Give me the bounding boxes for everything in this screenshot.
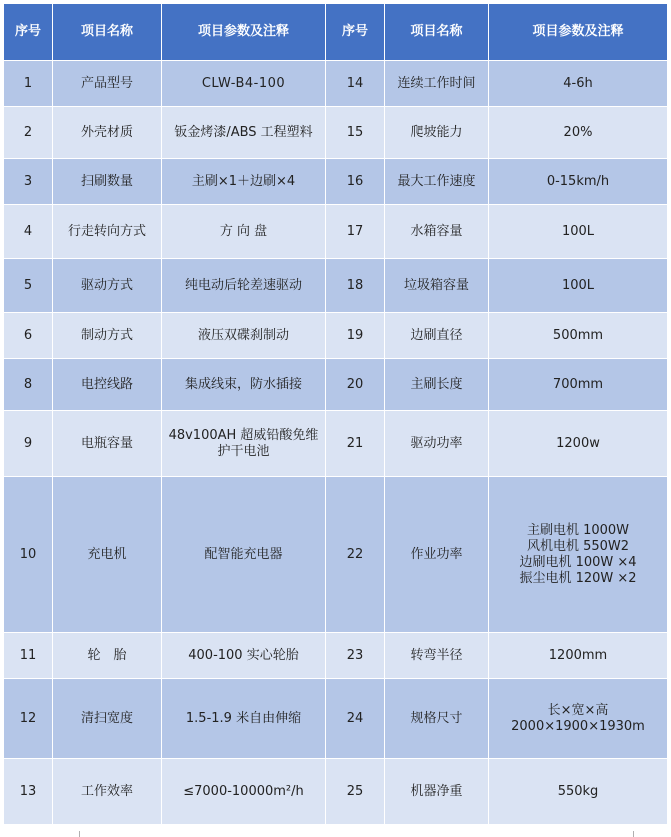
header-param: 项目参数及注释 (162, 4, 326, 61)
row-no: 4 (4, 205, 53, 259)
row-no: 12 (4, 679, 53, 759)
row-no-2: 20 (326, 359, 385, 411)
row-no-2: 15 (326, 107, 385, 159)
row-param (162, 411, 326, 477)
row-no-2: 18 (326, 259, 385, 313)
row-param-2 (489, 477, 668, 633)
row-no-2: 14 (326, 61, 385, 107)
row-name-2: 转弯半径 (385, 633, 489, 679)
row-name: 行走转向方式 (53, 205, 162, 259)
row-name-2: 垃圾箱容量 (385, 259, 489, 313)
header-param-2: 项目参数及注释 (489, 4, 668, 61)
row-name: 产品型号 (53, 61, 162, 107)
table-row (4, 633, 668, 679)
row-no: 3 (4, 159, 53, 205)
header-no: 序号 (4, 4, 53, 61)
row-no-2: 23 (326, 633, 385, 679)
row-name: 轮 胎 (53, 633, 162, 679)
row-name: 扫刷数量 (53, 159, 162, 205)
row-name-2: 驱动功率 (385, 411, 489, 477)
table-row (4, 61, 668, 107)
row-name-2: 最大工作速度 (385, 159, 489, 205)
row-param: 方 向 盘 (162, 205, 326, 259)
row-param-2: 1200w (489, 411, 668, 477)
row-param-2 (489, 679, 668, 759)
row-param-line: 护干电池 (217, 443, 270, 459)
table-foot-divider (633, 831, 634, 837)
row-param-line: 振尘电机 120W ×2 (519, 570, 637, 586)
row-param: 钣金烤漆/ABS 工程塑料 (162, 107, 326, 159)
row-param: 集成线束，防水插接 (162, 359, 326, 411)
row-name: 清扫宽度 (53, 679, 162, 759)
row-param: 1.5-1.9 米自由伸缩 (162, 679, 326, 759)
row-no: 1 (4, 61, 53, 107)
row-param: 配智能充电器 (162, 477, 326, 633)
row-param: CLW-B4-100 (162, 61, 326, 107)
header-name-2: 项目名称 (385, 4, 489, 61)
row-param: 液压双碟刹制动 (162, 313, 326, 359)
row-param-line: 48v100AH 超威铅酸免维 (168, 427, 319, 443)
row-param: ≤7000-10000m²/h (162, 759, 326, 825)
table-row (4, 477, 668, 633)
row-no: 9 (4, 411, 53, 477)
table-row (4, 259, 668, 313)
header-row (4, 4, 668, 61)
row-name: 电瓶容量 (53, 411, 162, 477)
row-name: 电控线路 (53, 359, 162, 411)
table-foot-divider (79, 831, 80, 837)
row-name-2: 规格尺寸 (385, 679, 489, 759)
row-param-2: 1200mm (489, 633, 668, 679)
row-param: 纯电动后轮差速驱动 (162, 259, 326, 313)
row-name-2: 爬坡能力 (385, 107, 489, 159)
row-no-2: 25 (326, 759, 385, 825)
row-no: 5 (4, 259, 53, 313)
row-param-2: 700mm (489, 359, 668, 411)
row-param-2: 0-15km/h (489, 159, 668, 205)
row-name-2: 连续工作时间 (385, 61, 489, 107)
row-no-2: 24 (326, 679, 385, 759)
row-name-2: 机器净重 (385, 759, 489, 825)
row-name-2: 边刷直径 (385, 313, 489, 359)
row-no: 13 (4, 759, 53, 825)
row-no: 8 (4, 359, 53, 411)
row-name: 充电机 (53, 477, 162, 633)
row-no: 10 (4, 477, 53, 633)
row-param-line: 边刷电机 100W ×4 (519, 554, 637, 570)
row-param-2: 100L (489, 205, 668, 259)
row-param-2: 100L (489, 259, 668, 313)
table-row (4, 411, 668, 477)
row-no: 11 (4, 633, 53, 679)
table-row (4, 313, 668, 359)
row-param-line: 2000×1900×1930m (511, 718, 645, 734)
row-param: 400-100 实心轮胎 (162, 633, 326, 679)
table-row (4, 679, 668, 759)
row-name: 制动方式 (53, 313, 162, 359)
table-row (4, 759, 668, 825)
table-row (4, 205, 668, 259)
row-name: 工作效率 (53, 759, 162, 825)
row-param-2: 20% (489, 107, 668, 159)
row-no-2: 17 (326, 205, 385, 259)
spec-table (3, 3, 668, 825)
row-no-2: 22 (326, 477, 385, 633)
table-row (4, 359, 668, 411)
row-param-2: 4-6h (489, 61, 668, 107)
header-name: 项目名称 (53, 4, 162, 61)
table-row (4, 107, 668, 159)
row-no: 6 (4, 313, 53, 359)
row-param-2: 550kg (489, 759, 668, 825)
row-param-2: 500mm (489, 313, 668, 359)
header-no-2: 序号 (326, 4, 385, 61)
table-row (4, 159, 668, 205)
row-no: 2 (4, 107, 53, 159)
row-param-line: 风机电机 550W2 (526, 538, 630, 554)
row-name-2: 主刷长度 (385, 359, 489, 411)
row-param-line: 主刷电机 1000W (526, 522, 630, 538)
row-no-2: 21 (326, 411, 385, 477)
row-no-2: 19 (326, 313, 385, 359)
row-name: 驱动方式 (53, 259, 162, 313)
row-no-2: 16 (326, 159, 385, 205)
row-name-2: 作业功率 (385, 477, 489, 633)
row-name: 外壳材质 (53, 107, 162, 159)
row-param: 主刷×1＋边刷×4 (162, 159, 326, 205)
row-name-2: 水箱容量 (385, 205, 489, 259)
row-param-line: 长×宽×高 (547, 702, 609, 718)
